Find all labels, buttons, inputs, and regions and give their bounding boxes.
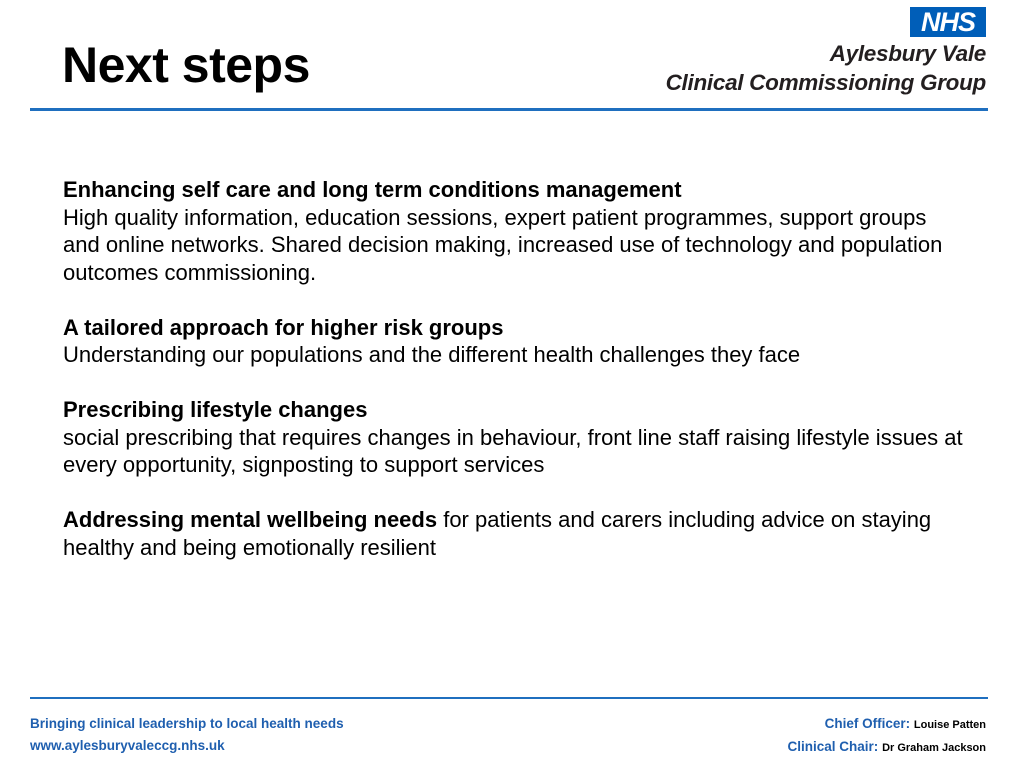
footer-divider xyxy=(30,697,988,699)
clinical-chair-label: Clinical Chair: xyxy=(787,739,883,754)
organization-name xyxy=(666,39,986,97)
footer-tagline: Bringing clinical leadership to local health needs xyxy=(30,716,344,731)
section-heading: Prescribing lifestyle changes xyxy=(63,397,368,422)
section-mental-wellbeing xyxy=(63,506,963,561)
header-divider xyxy=(30,108,988,111)
org-name-line1: Aylesbury Vale xyxy=(829,41,986,66)
section-self-care xyxy=(63,176,963,286)
nhs-logo: NHS xyxy=(910,7,986,37)
clinical-chair-line xyxy=(788,736,986,759)
section-lifestyle xyxy=(63,396,963,479)
section-heading: Addressing mental wellbeing needs xyxy=(63,507,438,532)
section-text: High quality information, education sessions, expert patient programmes, support groups and online networks. Shared decision making, increased use of technology and population outcomes commissioning. xyxy=(63,204,943,285)
footer-right xyxy=(788,713,986,759)
section-text: Understanding our populations and the different health challenges they face xyxy=(63,342,801,367)
section-text: for patients and carers including advice on staying healthy and being emotionally resilient xyxy=(63,507,932,560)
section-text: social prescribing that requires changes in behaviour, front line staff raising lifestyle issues at every opportunity, signposting to support services xyxy=(63,424,963,477)
slide-body xyxy=(63,176,963,589)
section-higher-risk xyxy=(63,314,963,369)
page-title: Next steps xyxy=(62,37,310,93)
chief-officer-name: Louise Patten xyxy=(913,719,986,731)
chief-officer-line xyxy=(788,713,986,736)
section-heading: Enhancing self care and long term conditions management xyxy=(63,177,682,202)
footer-website-link[interactable]: www.aylesburyvaleccg.nhs.uk xyxy=(30,738,225,753)
chief-officer-label: Chief Officer: xyxy=(824,716,914,731)
clinical-chair-name: Dr Graham Jackson xyxy=(882,742,986,754)
section-heading: A tailored approach for higher risk groups xyxy=(63,314,504,340)
footer-left xyxy=(30,713,344,757)
org-name-line2: Clinical Commissioning Group xyxy=(665,70,986,95)
